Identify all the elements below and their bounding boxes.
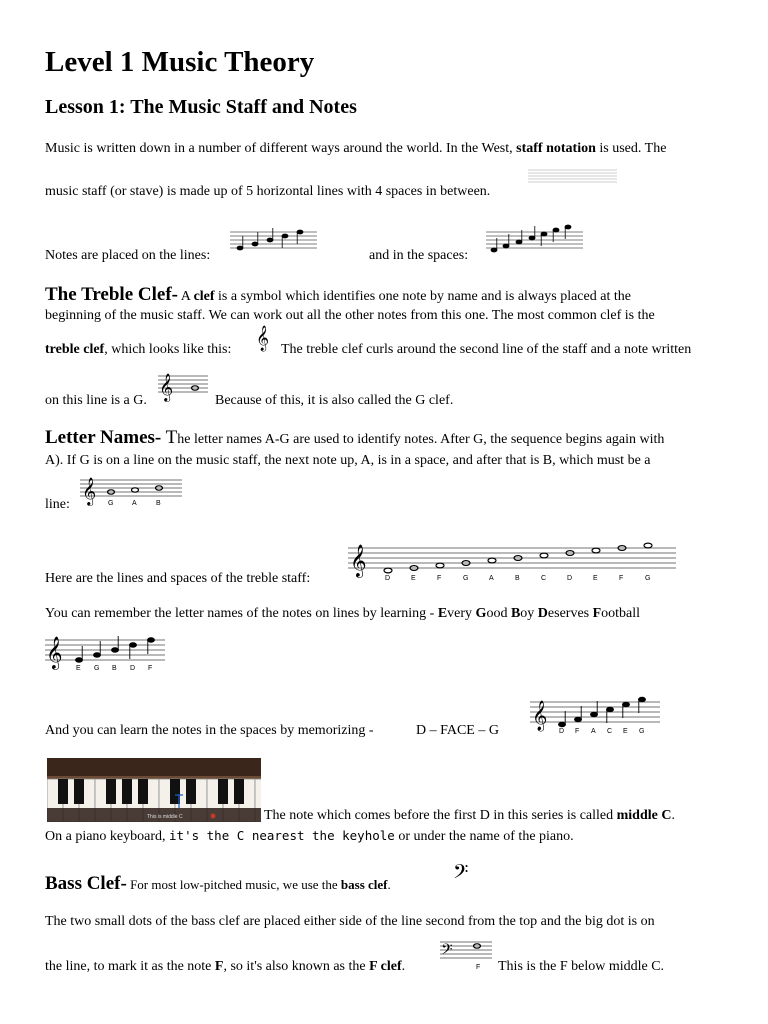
treble-staff-figure	[348, 540, 678, 584]
note-label: G	[639, 728, 645, 735]
letter-names-line-3: line:	[45, 497, 70, 512]
treble-clef-icon: 𝄞	[256, 326, 270, 351]
treble-clef-icon: 𝄞	[532, 701, 548, 731]
mnemonic-word: ootball	[601, 606, 641, 621]
note-label: A	[132, 500, 137, 507]
letter-names-line-1	[45, 429, 664, 448]
mnemonic-initial: F	[592, 606, 602, 621]
bass-text: .	[387, 877, 391, 892]
note-label: B	[112, 665, 117, 672]
bass-text: For most low-pitched music, we use the	[126, 877, 341, 892]
middle-c-line-1	[264, 807, 675, 824]
mnemonic-initial: E	[437, 606, 448, 621]
note-label: D	[567, 575, 573, 582]
note-label: G	[463, 575, 469, 582]
treble-text: , which looks like this:	[104, 342, 232, 357]
note-label: A	[489, 575, 494, 582]
clef-term: clef	[193, 289, 215, 304]
note-label: F	[476, 964, 481, 971]
letter-names-heading-cont: T	[161, 427, 178, 448]
note-label: B	[156, 500, 161, 507]
f-note-term: F	[214, 959, 224, 974]
note-label: C	[541, 575, 547, 582]
bass-clef-line-1	[45, 875, 391, 894]
note-label: F	[437, 575, 442, 582]
note-label: F	[619, 575, 624, 582]
middle-c-line-2	[45, 827, 574, 845]
letter-text: he letter names A-G are used to identify notes. After G, the sequence begins again with	[177, 432, 665, 447]
piano-keyboard-photo	[47, 758, 261, 822]
empty-staff-figure	[528, 168, 618, 184]
note-label: F	[575, 728, 580, 735]
g-clef-text: Because of this, it is also called the G clef.	[215, 393, 454, 408]
bass-text: , so it's also known as the	[223, 959, 370, 974]
face-text: And you can learn the notes in the spaces by memorizing -	[45, 723, 374, 738]
page-title: Level 1 Music Theory	[45, 46, 315, 78]
treble-clef-heading: The Treble Clef-	[45, 284, 178, 305]
note-label: B	[515, 575, 520, 582]
notes-on-lines-text: Notes are placed on the lines:	[45, 248, 211, 263]
note-label: A	[591, 728, 596, 735]
bass-clef-heading: Bass Clef-	[45, 873, 127, 894]
mnemonic-initial: G	[475, 606, 487, 621]
treble-clef-icon: 𝄞	[350, 544, 367, 577]
treble-staff-text: Here are the lines and spaces of the treble staff:	[45, 571, 311, 586]
note-label: D	[130, 665, 136, 672]
mnemonic-initial: D	[537, 606, 548, 621]
staff-notation-term: staff notation	[516, 141, 596, 156]
letter-names-heading: Letter Names-	[45, 427, 162, 448]
note-label: E	[593, 575, 598, 582]
treble-clef-line-1	[45, 286, 631, 305]
notes-in-spaces-figure	[486, 224, 584, 254]
egbdf-text: You can remember the letter names of the notes on lines by learning -	[45, 606, 438, 621]
egbdf-line	[45, 605, 640, 622]
bass-clef-icon: 𝄢	[453, 860, 469, 888]
treble-clef-line-2: beginning of the music staff. We can work out all the other notes from this one. The most common clef is the	[45, 308, 655, 323]
treble-clef-icon: 𝄞	[159, 373, 174, 401]
treble-g-figure	[158, 366, 210, 402]
middle-c-text: The note which comes before the first D in this series is called	[264, 808, 617, 823]
bass-clef-icon: 𝄢	[441, 941, 453, 962]
bass-text: .	[401, 959, 406, 974]
note-label: C	[607, 728, 613, 735]
piano-caption: This is middle C	[147, 814, 183, 820]
mnemonic-word: ood	[486, 606, 511, 621]
mnemonic-initial: B	[510, 606, 521, 621]
mnemonic-word: eserves	[547, 606, 593, 621]
treble-clef-line-4: on this line is a G.	[45, 393, 147, 408]
notes-in-spaces-text: and in the spaces:	[369, 248, 469, 263]
note-label: G	[108, 500, 114, 507]
note-label: E	[76, 665, 81, 672]
bass-f-figure	[440, 938, 494, 972]
intro-text: is used. The	[595, 141, 667, 156]
lesson-title: Lesson 1: The Music Staff and Notes	[45, 96, 357, 118]
treble-clef-term: treble clef	[45, 342, 105, 357]
face-staff-figure	[530, 694, 662, 736]
intro-line-2: music staff (or stave) is made up of 5 horizontal lines with 4 spaces in between.	[45, 184, 491, 199]
face-mnemonic: D – FACE – G	[416, 723, 499, 738]
mnemonic-word: oy	[520, 606, 538, 621]
middle-c-text: .	[671, 808, 675, 823]
note-label: E	[411, 575, 416, 582]
f-clef-term: F clef	[369, 959, 402, 974]
treble-clef-icon: 𝄞	[82, 477, 97, 505]
bass-clef-term: bass clef	[340, 877, 388, 892]
notes-on-lines-figure	[230, 226, 318, 256]
middle-c-term: middle C	[616, 808, 672, 823]
gab-staff-figure	[80, 474, 184, 508]
intro-line-1	[45, 140, 666, 157]
note-label: D	[385, 575, 391, 582]
keyhole-text: it's the C nearest the keyhole	[169, 828, 395, 843]
bass-clef-line-2: The two small dots of the bass clef are placed either side of the line second from the top and the big dot is on	[45, 914, 655, 929]
note-label: G	[645, 575, 651, 582]
intro-text: Music is written down in a number of different ways around the world. In the West,	[45, 141, 517, 156]
note-label: E	[623, 728, 628, 735]
note-label: D	[559, 728, 565, 735]
egbdf-staff-figure	[45, 630, 167, 672]
bass-text: the line, to mark it as the note	[45, 959, 215, 974]
treble-clef-icon: 𝄞	[46, 636, 63, 669]
middle-c-text: or under the name of the piano.	[394, 829, 574, 844]
treble-text: A	[177, 289, 194, 304]
treble-clef-line-3b: The treble clef curls around the second line of the staff and a note written	[281, 342, 692, 357]
note-label: G	[94, 665, 100, 672]
treble-clef-line-3	[45, 341, 231, 358]
f-below-middle-c-text: This is the F below middle C.	[498, 959, 665, 974]
bass-clef-line-3	[45, 958, 405, 975]
note-label: F	[148, 665, 153, 672]
middle-c-text: On a piano keyboard,	[45, 829, 170, 844]
letter-names-line-2: A). If G is on a line on the music staff, the next note up, A, is in a space, and after that is B, which must be a	[45, 453, 651, 468]
mnemonic-word: very	[447, 606, 476, 621]
treble-text: is a symbol which identifies one note by name and is always placed at the	[214, 289, 631, 304]
